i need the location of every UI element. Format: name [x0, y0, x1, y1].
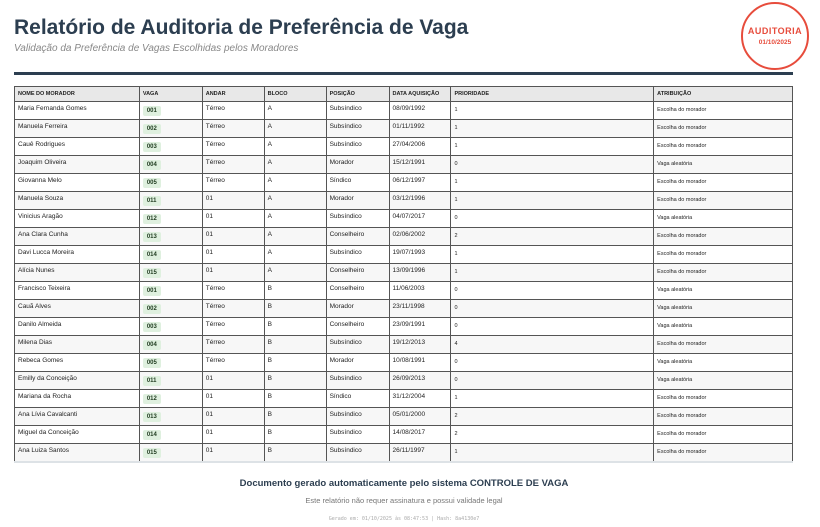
column-header-posicao: POSIÇÃO [326, 87, 389, 102]
footer-meta: Gerado em: 01/10/2025 às 08:47:53 | Hash: 8a4130e7 [328, 516, 480, 522]
cell-prioridade: 0 [451, 156, 654, 174]
cell-andar: 01 [202, 264, 264, 282]
table-row [15, 264, 793, 282]
vaga-badge: 014 [143, 430, 161, 440]
cell-name: Francisco Teixeira [15, 282, 140, 300]
vaga-badge: 004 [143, 340, 161, 350]
column-header-atribuicao: ATRIBUIÇÃO [654, 87, 793, 102]
cell-atribuicao: Vaga aleatória [654, 156, 793, 174]
vaga-badge: 004 [143, 160, 161, 170]
cell-prioridade: 1 [451, 390, 654, 408]
table-row [15, 228, 793, 246]
cell-posicao: Morador [326, 156, 389, 174]
vaga-badge: 013 [143, 232, 161, 242]
cell-vaga [139, 444, 202, 462]
cell-andar: 01 [202, 390, 264, 408]
cell-prioridade: 0 [451, 300, 654, 318]
cell-data-aquisicao: 10/08/1991 [389, 354, 451, 372]
cell-atribuicao: Escolha do morador [654, 174, 793, 192]
cell-name: Miguel da Conceição [15, 426, 140, 444]
page-subtitle: Validação da Preferência de Vagas Escolhidas pelos Moradores [14, 43, 299, 54]
cell-data-aquisicao: 04/07/2017 [389, 210, 451, 228]
cell-prioridade: 0 [451, 354, 654, 372]
cell-atribuicao: Escolha do morador [654, 102, 793, 120]
audit-stamp [741, 2, 809, 70]
table-row [15, 192, 793, 210]
cell-bloco: A [264, 210, 326, 228]
cell-vaga [139, 120, 202, 138]
cell-bloco: A [264, 102, 326, 120]
cell-data-aquisicao: 19/07/1993 [389, 246, 451, 264]
cell-vaga [139, 174, 202, 192]
cell-atribuicao: Escolha do morador [654, 264, 793, 282]
cell-prioridade: 0 [451, 282, 654, 300]
cell-name: Mariana da Rocha [15, 390, 140, 408]
cell-data-aquisicao: 02/06/2002 [389, 228, 451, 246]
cell-data-aquisicao: 26/09/2013 [389, 372, 451, 390]
cell-bloco: B [264, 336, 326, 354]
cell-vaga [139, 318, 202, 336]
vaga-badge: 015 [143, 448, 161, 458]
table-row [15, 120, 793, 138]
vaga-badge: 013 [143, 412, 161, 422]
cell-prioridade: 4 [451, 336, 654, 354]
cell-posicao: Síndico [326, 174, 389, 192]
cell-data-aquisicao: 03/12/1996 [389, 192, 451, 210]
cell-andar: Térreo [202, 174, 264, 192]
header-divider [14, 72, 793, 75]
column-header-bloco: BLOCO [264, 87, 326, 102]
cell-atribuicao: Escolha do morador [654, 192, 793, 210]
cell-vaga [139, 192, 202, 210]
cell-name: Vinicius Aragão [15, 210, 140, 228]
cell-andar: Térreo [202, 282, 264, 300]
cell-bloco: B [264, 390, 326, 408]
cell-atribuicao: Escolha do morador [654, 426, 793, 444]
cell-bloco: A [264, 228, 326, 246]
cell-vaga [139, 264, 202, 282]
cell-prioridade: 1 [451, 246, 654, 264]
cell-data-aquisicao: 15/12/1991 [389, 156, 451, 174]
column-header-data-aquisicao: DATA AQUISIÇÃO [389, 87, 451, 102]
cell-data-aquisicao: 14/08/2017 [389, 426, 451, 444]
column-header-name: NOME DO MORADOR [15, 87, 140, 102]
cell-vaga [139, 300, 202, 318]
cell-andar: Térreo [202, 300, 264, 318]
cell-vaga [139, 138, 202, 156]
stamp-date: 01/10/2025 [758, 39, 792, 46]
vaga-badge: 002 [143, 304, 161, 314]
cell-vaga [139, 102, 202, 120]
cell-andar: Térreo [202, 354, 264, 372]
cell-posicao: Conselheiro [326, 282, 389, 300]
cell-vaga [139, 408, 202, 426]
cell-vaga [139, 210, 202, 228]
cell-atribuicao: Vaga aleatória [654, 354, 793, 372]
cell-data-aquisicao: 08/09/1992 [389, 102, 451, 120]
cell-vaga [139, 390, 202, 408]
cell-bloco: B [264, 282, 326, 300]
cell-atribuicao: Escolha do morador [654, 246, 793, 264]
cell-name: Joaquim Oliveira [15, 156, 140, 174]
cell-posicao: Subsíndico [326, 408, 389, 426]
cell-posicao: Subsíndico [326, 336, 389, 354]
cell-vaga [139, 156, 202, 174]
vaga-badge: 011 [143, 196, 161, 206]
table-row [15, 282, 793, 300]
table-row [15, 210, 793, 228]
cell-andar: Térreo [202, 120, 264, 138]
cell-prioridade: 1 [451, 120, 654, 138]
cell-posicao: Subsíndico [326, 210, 389, 228]
cell-prioridade: 2 [451, 408, 654, 426]
cell-bloco: A [264, 120, 326, 138]
cell-posicao: Conselheiro [326, 264, 389, 282]
cell-atribuicao: Vaga aleatória [654, 300, 793, 318]
cell-prioridade: 1 [451, 102, 654, 120]
table-row [15, 336, 793, 354]
vaga-badge: 005 [143, 178, 161, 188]
table-row [15, 246, 793, 264]
cell-andar: 01 [202, 372, 264, 390]
column-header-vaga: VAGA [139, 87, 202, 102]
cell-posicao: Subsíndico [326, 426, 389, 444]
cell-name: Ana Lívia Cavalcanti [15, 408, 140, 426]
cell-prioridade: 1 [451, 174, 654, 192]
cell-posicao: Síndico [326, 390, 389, 408]
vaga-badge: 011 [143, 376, 161, 386]
cell-prioridade: 1 [451, 138, 654, 156]
cell-andar: Térreo [202, 102, 264, 120]
cell-name: Manuela Ferreira [15, 120, 140, 138]
cell-vaga [139, 372, 202, 390]
cell-data-aquisicao: 31/12/2004 [389, 390, 451, 408]
audit-table [14, 86, 793, 462]
cell-prioridade: 1 [451, 264, 654, 282]
cell-andar: 01 [202, 426, 264, 444]
page-title: Relatório de Auditoria de Preferência de Vaga [14, 16, 469, 39]
table-row [15, 444, 793, 462]
cell-vaga [139, 282, 202, 300]
cell-name: Milena Dias [15, 336, 140, 354]
vaga-badge: 003 [143, 322, 161, 332]
cell-name: Cauê Rodrigues [15, 138, 140, 156]
cell-atribuicao: Escolha do morador [654, 138, 793, 156]
cell-bloco: A [264, 174, 326, 192]
cell-prioridade: 2 [451, 228, 654, 246]
cell-andar: 01 [202, 210, 264, 228]
cell-andar: 01 [202, 192, 264, 210]
cell-andar: Térreo [202, 156, 264, 174]
table-row [15, 156, 793, 174]
cell-name: Danilo Almeida [15, 318, 140, 336]
cell-andar: Térreo [202, 138, 264, 156]
cell-name: Rebeca Gomes [15, 354, 140, 372]
cell-vaga [139, 228, 202, 246]
table-row [15, 318, 793, 336]
cell-bloco: A [264, 264, 326, 282]
table-row [15, 372, 793, 390]
cell-atribuicao: Vaga aleatória [654, 282, 793, 300]
cell-bloco: A [264, 138, 326, 156]
table-row [15, 102, 793, 120]
vaga-badge: 001 [143, 106, 161, 116]
cell-data-aquisicao: 11/06/2003 [389, 282, 451, 300]
cell-andar: Térreo [202, 336, 264, 354]
cell-atribuicao: Vaga aleatória [654, 318, 793, 336]
cell-posicao: Morador [326, 192, 389, 210]
vaga-badge: 001 [143, 286, 161, 296]
cell-posicao: Subsíndico [326, 102, 389, 120]
cell-name: Ana Luiza Santos [15, 444, 140, 462]
cell-bloco: B [264, 372, 326, 390]
cell-bloco: A [264, 192, 326, 210]
column-header-prioridade: PRIORIDADE [451, 87, 654, 102]
cell-posicao: Morador [326, 300, 389, 318]
cell-bloco: B [264, 408, 326, 426]
cell-prioridade: 1 [451, 444, 654, 462]
cell-data-aquisicao: 19/12/2013 [389, 336, 451, 354]
table-row [15, 390, 793, 408]
vaga-badge: 014 [143, 250, 161, 260]
cell-name: Manuela Souza [15, 192, 140, 210]
cell-posicao: Subsíndico [326, 372, 389, 390]
vaga-badge: 005 [143, 358, 161, 368]
cell-vaga [139, 354, 202, 372]
cell-data-aquisicao: 23/09/1991 [389, 318, 451, 336]
cell-posicao: Subsíndico [326, 138, 389, 156]
vaga-badge: 015 [143, 268, 161, 278]
cell-posicao: Subsíndico [326, 246, 389, 264]
cell-posicao: Subsíndico [326, 120, 389, 138]
cell-atribuicao: Escolha do morador [654, 336, 793, 354]
cell-prioridade: 1 [451, 192, 654, 210]
stamp-label: AUDITORIA [747, 26, 803, 36]
vaga-badge: 012 [143, 394, 161, 404]
table-row [15, 408, 793, 426]
cell-prioridade: 0 [451, 318, 654, 336]
table-row [15, 300, 793, 318]
cell-data-aquisicao: 13/09/1996 [389, 264, 451, 282]
footer-note: Este relatório não requer assinatura e possui validade legal [305, 496, 503, 505]
cell-name: Giovanna Melo [15, 174, 140, 192]
cell-bloco: A [264, 246, 326, 264]
cell-prioridade: 2 [451, 426, 654, 444]
cell-name: Ana Clara Cunha [15, 228, 140, 246]
table-row [15, 354, 793, 372]
cell-bloco: B [264, 300, 326, 318]
cell-atribuicao: Escolha do morador [654, 390, 793, 408]
cell-vaga [139, 426, 202, 444]
cell-andar: 01 [202, 444, 264, 462]
cell-data-aquisicao: 27/04/2006 [389, 138, 451, 156]
cell-bloco: B [264, 354, 326, 372]
table-row [15, 138, 793, 156]
cell-data-aquisicao: 01/11/1992 [389, 120, 451, 138]
cell-posicao: Conselheiro [326, 318, 389, 336]
table-row [15, 174, 793, 192]
vaga-badge: 003 [143, 142, 161, 152]
vaga-badge: 002 [143, 124, 161, 134]
cell-data-aquisicao: 23/11/1998 [389, 300, 451, 318]
column-header-andar: ANDAR [202, 87, 264, 102]
cell-atribuicao: Vaga aleatória [654, 210, 793, 228]
cell-name: Davi Lucca Moreira [15, 246, 140, 264]
cell-name: Cauã Alves [15, 300, 140, 318]
cell-posicao: Morador [326, 354, 389, 372]
cell-andar: 01 [202, 246, 264, 264]
cell-atribuicao: Escolha do morador [654, 408, 793, 426]
footer-divider [14, 461, 793, 463]
cell-atribuicao: Vaga aleatória [654, 372, 793, 390]
cell-bloco: B [264, 444, 326, 462]
cell-atribuicao: Escolha do morador [654, 228, 793, 246]
cell-name: Alícia Nunes [15, 264, 140, 282]
cell-vaga [139, 246, 202, 264]
cell-prioridade: 0 [451, 372, 654, 390]
cell-atribuicao: Escolha do morador [654, 120, 793, 138]
cell-vaga [139, 336, 202, 354]
cell-bloco: B [264, 426, 326, 444]
cell-data-aquisicao: 05/01/2000 [389, 408, 451, 426]
cell-posicao: Subsíndico [326, 444, 389, 462]
cell-prioridade: 0 [451, 210, 654, 228]
cell-atribuicao: Escolha do morador [654, 444, 793, 462]
table-header-row [15, 87, 793, 102]
table-row [15, 426, 793, 444]
cell-data-aquisicao: 06/12/1997 [389, 174, 451, 192]
cell-andar: Térreo [202, 318, 264, 336]
cell-posicao: Conselheiro [326, 228, 389, 246]
cell-bloco: A [264, 156, 326, 174]
cell-data-aquisicao: 26/11/1997 [389, 444, 451, 462]
cell-name: Maria Fernanda Gomes [15, 102, 140, 120]
cell-andar: 01 [202, 408, 264, 426]
cell-andar: 01 [202, 228, 264, 246]
cell-name: Emilly da Conceição [15, 372, 140, 390]
footer-title: Documento gerado automaticamente pelo sistema CONTROLE DE VAGA [239, 478, 569, 489]
vaga-badge: 012 [143, 214, 161, 224]
cell-bloco: B [264, 318, 326, 336]
